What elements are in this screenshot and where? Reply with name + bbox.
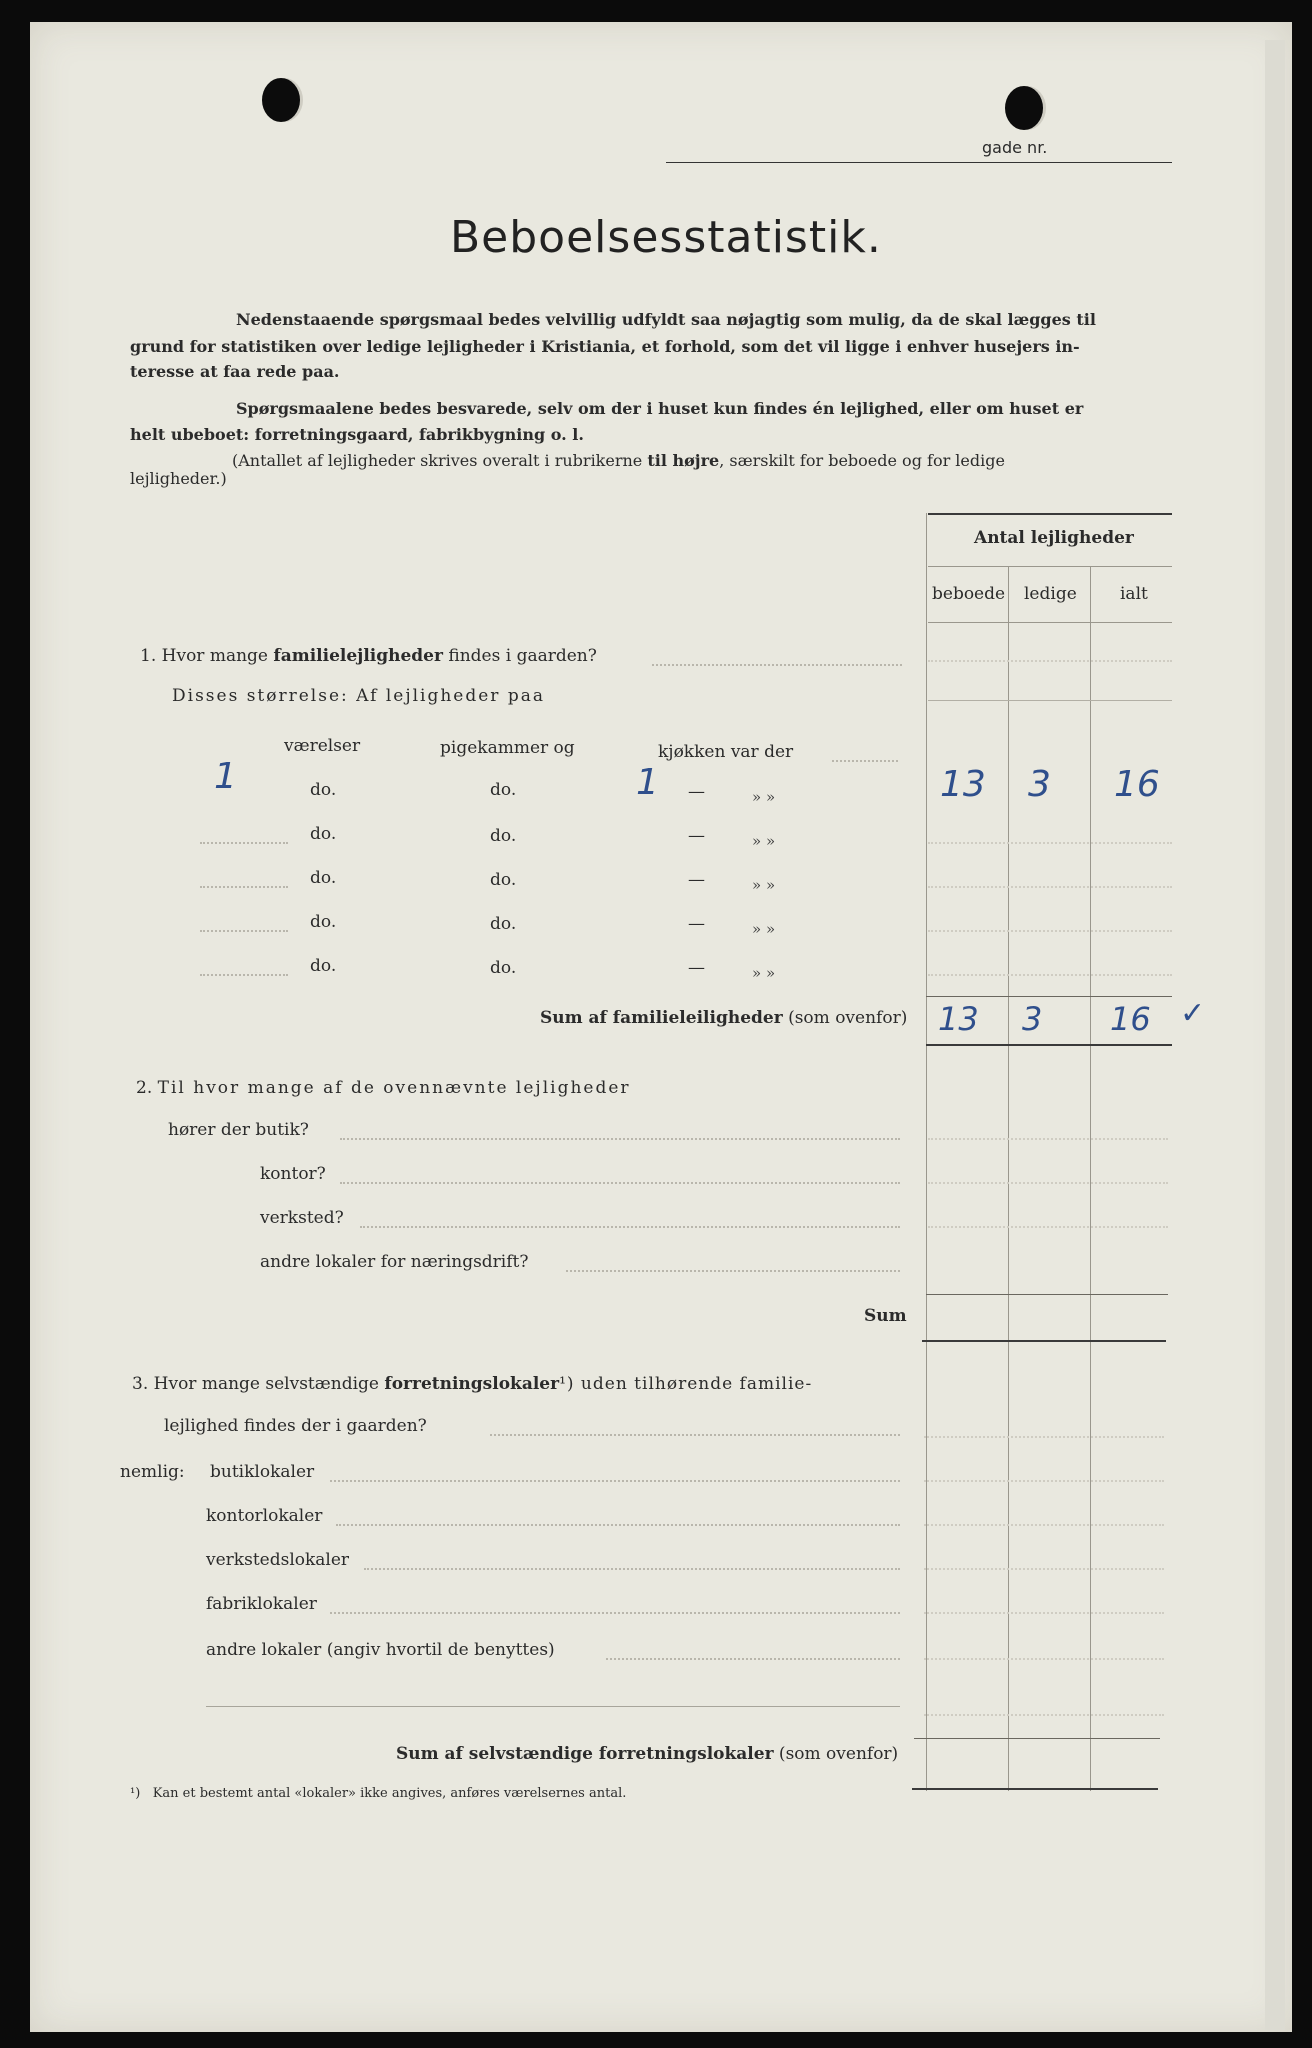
row1-do-2: do. bbox=[490, 780, 517, 800]
q2-question: 2. Til hvor mange af de ovennævnte lejligheder bbox=[136, 1078, 631, 1098]
row5-dash: — bbox=[688, 958, 705, 978]
row1-ditto: » » bbox=[752, 788, 776, 806]
table-dots-q3-5 bbox=[924, 1612, 1164, 1614]
table-top-rule bbox=[928, 513, 1172, 515]
col-header-ialt: ialt bbox=[1120, 584, 1148, 604]
intro-p1-line2: grund for statistiken over ledige lejligheder i Kristiania, et forhold, som det vil ligge i enhver husejers in- bbox=[130, 337, 1080, 356]
check-mark: ✓ bbox=[1180, 996, 1206, 1031]
table-dots-q3-4 bbox=[924, 1568, 1164, 1570]
table-left-line bbox=[926, 513, 927, 1791]
table-group-header: Antal lejligheder bbox=[974, 528, 1134, 548]
row1-dash: — bbox=[688, 782, 705, 802]
q2-kontor-dots bbox=[340, 1182, 900, 1184]
row4-dash: — bbox=[688, 914, 705, 934]
table-dots-q3-3 bbox=[924, 1524, 1164, 1526]
table-dots-q3-6 bbox=[924, 1658, 1164, 1660]
q3-question-line2: lejlighed findes der i gaarden? bbox=[164, 1416, 427, 1436]
q2-verksted-dots bbox=[360, 1226, 900, 1228]
col-label-kjokken: kjøkken var der bbox=[658, 742, 794, 762]
gade-line bbox=[666, 162, 1172, 163]
q2-sum-rule bbox=[922, 1340, 1166, 1342]
q1-leader-dots bbox=[652, 664, 902, 666]
intro-p3-line2: lejligheder.) bbox=[130, 469, 227, 488]
q3-rule-before-sum bbox=[914, 1738, 1160, 1739]
row1-do-1: do. bbox=[310, 780, 337, 800]
row1-ledige-value: 3 bbox=[1028, 764, 1051, 805]
row4-do-1: do. bbox=[310, 912, 337, 932]
row3-ditto: » » bbox=[752, 876, 776, 894]
q2-butik: hører der butik? bbox=[168, 1120, 309, 1140]
row1-beboede-value: 13 bbox=[940, 764, 986, 805]
q3-sum-label: Sum af selvstændige forretningslokaler (som ovenfor) bbox=[396, 1744, 899, 1764]
q1-sub: Disses størrelse: Af lejligheder paa bbox=[172, 686, 545, 706]
q3-sum-rule bbox=[912, 1788, 1158, 1790]
q2-kontor: kontor? bbox=[260, 1164, 326, 1184]
row3-vaerelser-dots bbox=[200, 886, 288, 888]
row2-dash: — bbox=[688, 826, 705, 846]
q3-butik: butiklokaler bbox=[210, 1462, 315, 1482]
row2-do-1: do. bbox=[310, 824, 337, 844]
row3-do-1: do. bbox=[310, 868, 337, 888]
q3-l2-dots bbox=[490, 1434, 900, 1436]
footnote: ¹) Kan et bestemt antal «lokaler» ikke angives, anføres værelsernes antal. bbox=[130, 1786, 627, 1801]
q3-fabrik: fabriklokaler bbox=[206, 1594, 317, 1614]
table-dots-q3-7 bbox=[924, 1714, 1164, 1716]
row5-vaerelser-dots bbox=[200, 974, 288, 976]
col-label-vaerelser: værelser bbox=[284, 736, 361, 756]
q2-sum-label: Sum bbox=[864, 1306, 907, 1326]
punch-hole-left bbox=[262, 78, 300, 122]
row3-dash: — bbox=[688, 870, 705, 890]
sum-ledige-value: 3 bbox=[1022, 1000, 1043, 1038]
row1-ialt-value: 16 bbox=[1114, 764, 1160, 805]
row1-vaerelser-value: 1 bbox=[214, 756, 237, 797]
q3-verksted-dots bbox=[364, 1568, 900, 1570]
col-header-beboede: beboede bbox=[932, 584, 1006, 604]
q3-blank-line bbox=[206, 1706, 900, 1707]
row5-ditto: » » bbox=[752, 964, 776, 982]
q3-nemlig: nemlig: bbox=[120, 1462, 185, 1482]
table-col-line-2 bbox=[1090, 566, 1091, 1791]
gade-label: gade nr. bbox=[982, 138, 1048, 157]
col-label-dots bbox=[832, 760, 898, 762]
row2-vaerelser-dots bbox=[200, 842, 288, 844]
q2-andre: andre lokaler for næringsdrift? bbox=[260, 1252, 529, 1272]
q3-kontor-dots bbox=[336, 1524, 900, 1526]
row5-do-2: do. bbox=[490, 958, 517, 978]
q2-andre-dots bbox=[566, 1270, 900, 1272]
intro-p3-line1: (Antallet af lejligheder skrives overalt i rubrikerne til højre, særskilt for beboede og for ledige bbox=[232, 451, 1005, 470]
row4-vaerelser-dots bbox=[200, 930, 288, 932]
page-title: Beboelsesstatistik. bbox=[450, 212, 882, 263]
table-dots-q3-1 bbox=[924, 1436, 1164, 1438]
q1-sum-label: Sum af familieleiligheder (som ovenfor) bbox=[540, 1008, 908, 1028]
intro-p1-line1: Nedenstaaende spørgsmaal bedes velvillig udfyldt saa nøjagtig som mulig, da de skal lægges til bbox=[236, 310, 1096, 329]
row2-ditto: » » bbox=[752, 832, 776, 850]
table-dots-row2 bbox=[928, 842, 1172, 844]
q3-fabrik-dots bbox=[330, 1612, 900, 1614]
q3-andre-dots bbox=[606, 1658, 900, 1660]
table-dots-row4 bbox=[928, 930, 1172, 932]
intro-p1-line3: teresse at faa rede paa. bbox=[130, 362, 340, 381]
row4-ditto: » » bbox=[752, 920, 776, 938]
q3-kontor: kontorlokaler bbox=[206, 1506, 323, 1526]
intro-p2-line2: helt ubeboet: forretningsgaard, fabrikbygning o. l. bbox=[130, 425, 584, 444]
q1-sum-rule bbox=[926, 1044, 1172, 1046]
table-col-line-1 bbox=[1008, 566, 1009, 1791]
sum-beboede-value: 13 bbox=[938, 1000, 979, 1038]
row5-do-1: do. bbox=[310, 956, 337, 976]
table-dots-row3 bbox=[928, 886, 1172, 888]
row4-do-2: do. bbox=[490, 914, 517, 934]
table-header-rule bbox=[928, 566, 1172, 567]
table-subheader-rule bbox=[928, 622, 1172, 623]
q3-andre: andre lokaler (angiv hvortil de benyttes) bbox=[206, 1640, 555, 1660]
q3-question: 3. Hvor mange selvstændige forretningslokaler¹) uden tilhørende familie- bbox=[132, 1374, 813, 1394]
q2-rule-before-sum bbox=[926, 1294, 1168, 1295]
table-dots-row5 bbox=[928, 974, 1172, 976]
punch-hole-right bbox=[1005, 86, 1043, 130]
col-label-pigekammer: pigekammer og bbox=[440, 738, 575, 758]
q2-verksted: verksted? bbox=[260, 1208, 344, 1228]
table-rule-before-sum bbox=[926, 996, 1172, 997]
q3-verksted: verkstedslokaler bbox=[206, 1550, 350, 1570]
table-rule-q1 bbox=[928, 700, 1172, 701]
col-header-ledige: ledige bbox=[1024, 584, 1077, 604]
table-dots-q3-2 bbox=[924, 1480, 1164, 1482]
q2-butik-dots bbox=[340, 1138, 900, 1140]
row3-do-2: do. bbox=[490, 870, 517, 890]
table-dots-q2-3 bbox=[928, 1226, 1168, 1228]
table-dots-q2-1 bbox=[928, 1138, 1168, 1140]
intro-p2-line1: Spørgsmaalene bedes besvarede, selv om der i huset kun findes én lejlighed, eller om huset er bbox=[236, 399, 1084, 418]
row1-kjokken-value: 1 bbox=[636, 762, 659, 803]
paper-edge bbox=[1265, 40, 1285, 2030]
table-dots-q2-2 bbox=[928, 1182, 1168, 1184]
sum-ialt-value: 16 bbox=[1110, 1000, 1151, 1038]
row2-do-2: do. bbox=[490, 826, 517, 846]
table-dots-q1 bbox=[928, 660, 1172, 662]
q1-question: 1. Hvor mange familielejligheder findes i gaarden? bbox=[140, 646, 597, 666]
q3-butik-dots bbox=[330, 1480, 900, 1482]
